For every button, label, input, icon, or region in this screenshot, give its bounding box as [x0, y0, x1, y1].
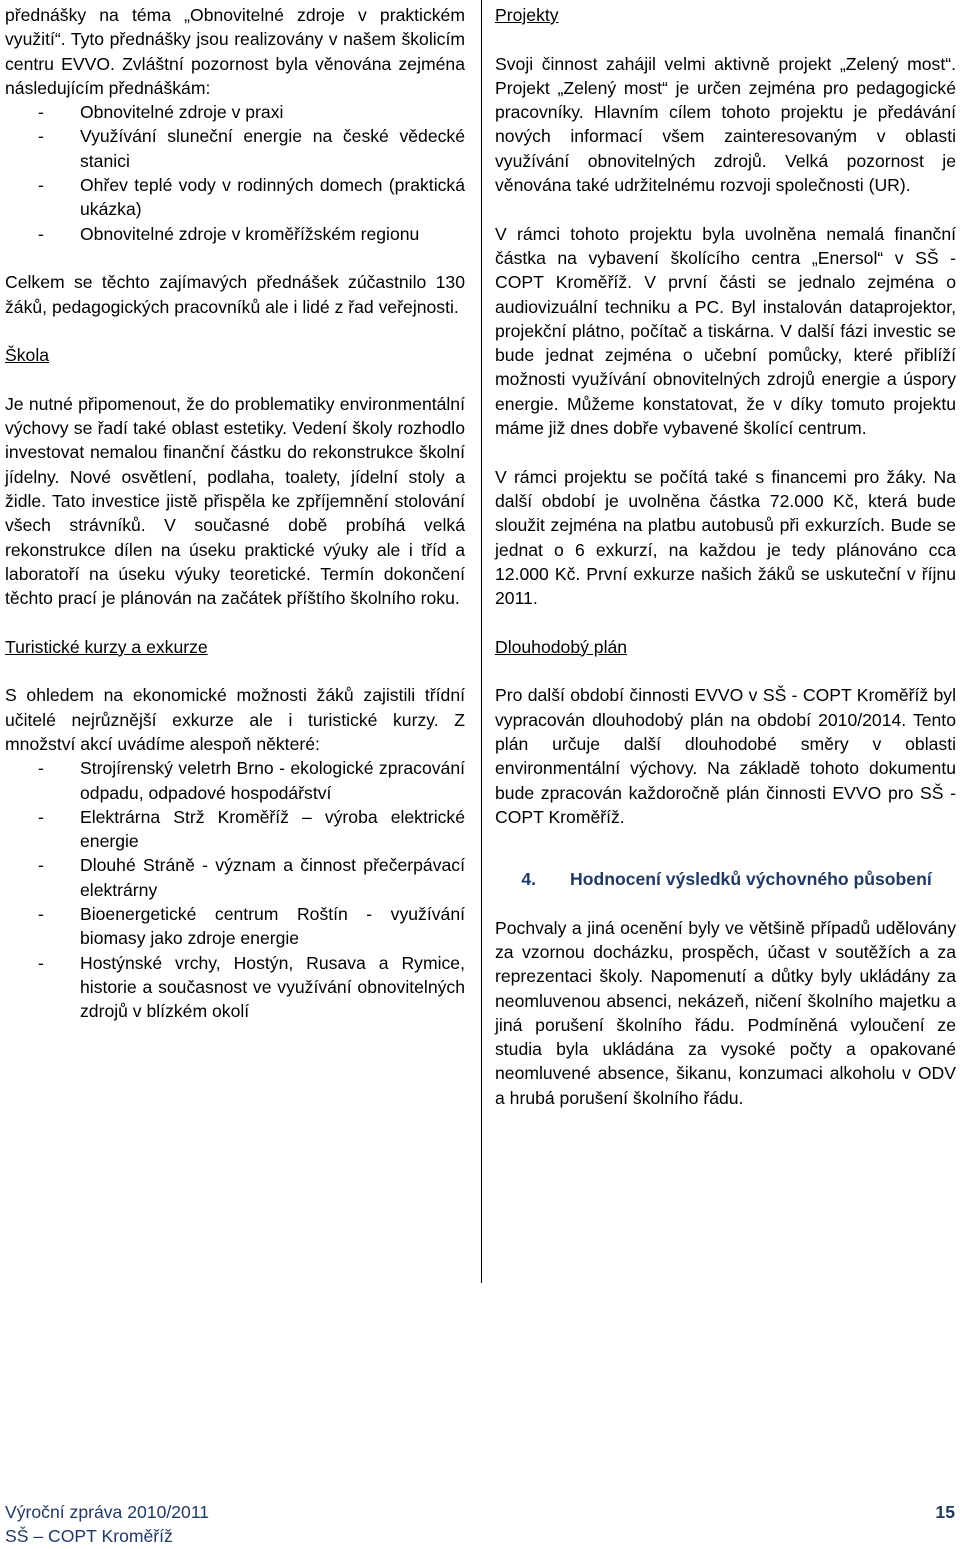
projects-paragraph-3: V rámci projektu se počítá také s financemi pro žáky. Na další období je uvolněna částka 72.000 Kč, která bude sloužit zejména na platbu autobusů při exkurzích. Bude se jednat o 6 exkurzí, na každou je tedy plánováno cca 12.000 Kč. První exkurze našich žáků se uskuteční v říjnu 2011.	[495, 466, 956, 609]
trips-list	[5, 756, 465, 1023]
lecture-list	[5, 100, 465, 246]
section-title-text: Hodnocení výsledků výchovného působení	[570, 869, 932, 890]
footer-report-title: Výroční zpráva 2010/2011	[5, 1502, 210, 1522]
page-number: 15	[935, 1502, 955, 1522]
school-paragraph: Je nutné připomenout, že do problematiky environmentální výchovy se řadí také oblast estetiky. Vedení školy rozhodlo investovat nemalou finanční částku do rekonstrukce školní jídelny. Nové osvětlení, podlaha, toalety, jídelní stoly a židle. Tato investice jistě přispěla ke zpříjemnění stolování všech strávníků. V současné době probíhá velká rekonstrukce dílen na úseku praktické výuky ale i tříd a laboratoří na úseku výuky teoretické. Termín dokončení těchto prací je plánován na začátek příštího školního roku.	[5, 393, 465, 609]
list-item: - Dlouhé Stráně - význam a činnost přečerpávací elektrárny	[5, 853, 465, 902]
list-item: - Využívání sluneční energie na české vědecké stanici	[5, 124, 465, 173]
page-footer	[5, 1500, 209, 1549]
section-number: 4.	[521, 869, 536, 890]
school-heading: Škola	[5, 345, 50, 366]
intro-paragraph: přednášky na téma „Obnovitelné zdroje v praktickém využití“. Tyto přednášky jsou realizovány v našem školicím centru EVVO. Zvláštní pozornost byla věnována zejména následujícím přednáškám:	[5, 5, 465, 98]
column-divider	[481, 0, 482, 1283]
left-column	[5, 3, 465, 1023]
list-item: - Obnovitelné zdroje v praxi	[5, 100, 465, 124]
list-item: - Bioenergetické centrum Roštín - využívání biomasy jako zdroje energie	[5, 902, 465, 951]
plan-paragraph: Pro další období činnosti EVVO v SŠ - COPT Kroměříž byl vypracován dlouhodobý plán na období 2010/2014. Tento plán určuje další dlouhodobé směry v oblasti environmentální výchovy. Na základě tohoto dokumentu bude zpracován každoročně plán činnosti EVVO pro SŠ - COPT Kroměříž.	[495, 685, 956, 827]
projects-heading: Projekty	[495, 5, 559, 25]
projects-paragraph-2: V rámci tohoto projektu byla uvolněna nemalá finanční částka na vybavení školícího centra „Enersol“ v SŠ - COPT Kroměříž. V první části se jednalo zejména o audiovizuální techniku a PC. Byl instalován dataprojektor, projekční plátno, počítač a tiskárna. V další fázi investic se bude jednat zejména o učební pomůcky, které přiblíží možnosti využívání obnovitelných zdrojů energie a úspory energie. Můžeme konstatovat, že v díky tomuto projektu máme již dnes dobře vybavené školící centrum.	[495, 223, 956, 439]
list-item: - Elektrárna Strž Kroměříž – výroba elektrické energie	[5, 805, 465, 854]
list-item: - Hostýnské vrchy, Hostýn, Rusava a Rymice, historie a současnost ve využívání obnovitelných zdrojů v blízkém okolí	[5, 951, 465, 1024]
projects-paragraph-1: Svoji činnost zahájil velmi aktivně projekt „Zelený most“. Projekt „Zelený most“ je určen zejména pro pedagogické pracovníky. Hlavním cílem tohoto projektu je předávání nových informací všem zainteresovaným v oblasti využívání obnovitelných zdrojů. Velká pozornost je věnována také udržitelnému rozvoji společnosti (UR).	[495, 53, 956, 196]
trips-paragraph: S ohledem na ekonomické možnosti žáků zajistili třídní učitelé nejrůznější exkurze ale i turistické kurzy. Z množství akcí uvádíme alespoň některé:	[5, 685, 465, 754]
attendance-paragraph: Celkem se těchto zajímavých přednášek zúčastnilo 130 žáků, pedagogických pracovníků ale i lidé z řad veřejnosti.	[5, 272, 465, 317]
footer-school-name: SŠ – COPT Kroměříž	[5, 1526, 173, 1547]
trips-heading: Turistické kurzy a exkurze	[5, 636, 208, 657]
plan-heading: Dlouhodobý plán	[495, 636, 628, 657]
evaluation-paragraph: Pochvaly a jiná ocenění byly ve většině případů udělovány za vzornou docházku, prospěch, účast v soutěžích a za reprezentaci školy. Napomenutí a důtky byly ukládány za neomluvenou absenci, nekázeň, ničení školního majetku a jiná porušení školního řádu. Podmíněná vyloučení ze studia byla ukládána za vysoké počty a opakované neomluvené absence, šikanu, konzumaci alkoholu v ODV a hrubá porušení školního řádu.	[495, 917, 956, 1108]
list-item: - Obnovitelné zdroje v kroměřížském regionu	[5, 222, 465, 246]
section-title	[495, 867, 956, 891]
list-item: - Strojírenský veletrh Brno - ekologické zpracování odpadu, odpadové hospodářství	[5, 756, 465, 805]
list-item: - Ohřev teplé vody v rodinných domech (praktická ukázka)	[5, 173, 465, 222]
right-column	[495, 3, 956, 1110]
